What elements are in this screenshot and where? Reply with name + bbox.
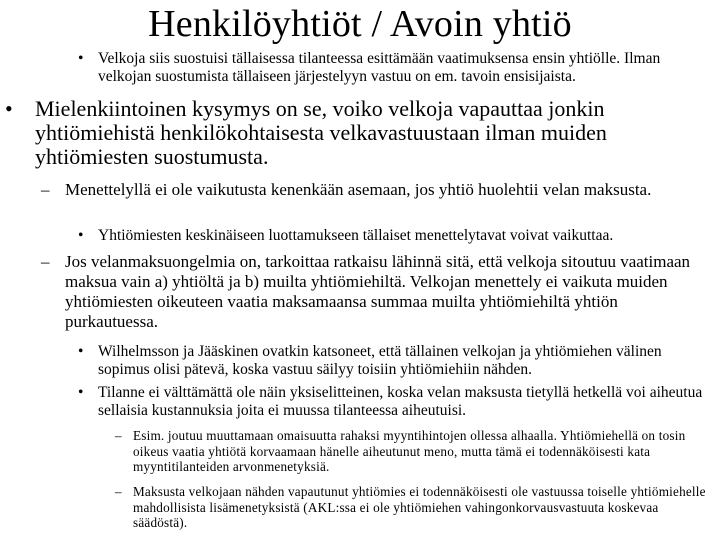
list-item (78, 384, 710, 420)
dash-marker: – (41, 252, 50, 271)
list-item-text: Menettelyllä ei ole vaikutusta kenenkään asemaan, jos yhtiö huolehtii velan maksusta. (65, 180, 652, 199)
list-item-text: Mielenkiintoinen kysymys on se, voiko velkoja vapauttaa jonkin yhtiömiehistä henkilökohtaisesta velkavastuustaan ilman muiden yhtiömiesten suostumusta. (35, 96, 607, 169)
list-item (115, 428, 713, 475)
slide-title: Henkilöyhtiöt / Avoin yhtiö (148, 3, 572, 45)
list-item-text: Velkoja siis suostuisi tällaisessa tilanteessa esittämään vaatimuksensa ensin yhtiölle. Ilman velkojan suostumista tällaiseen järjestelyyn vastuu on em. tavoin ensisijaista. (98, 50, 661, 85)
list-item (5, 96, 700, 169)
dash-marker: – (115, 484, 122, 499)
list-item (78, 50, 710, 86)
bullet-marker: • (5, 96, 13, 121)
bullet-marker: • (78, 343, 84, 360)
dash-marker: – (115, 428, 122, 443)
list-item-text: Maksusta velkojaan nähden vapautunut yhtiömies ei todennäköisesti ole vastuussa toiselle yhtiömiehelle mahdollisista lisämenetyksistä (AKL:ssa ei ole yhtiömiehen vahingonkorvausvastuuta koskevaa säädöstä). (133, 484, 706, 530)
list-item (78, 343, 708, 379)
list-item (41, 180, 705, 200)
bullet-marker: • (78, 384, 84, 401)
list-item-text: Jos velanmaksuongelmia on, tarkoittaa ratkaisu lähinnä sitä, että velkoja sitoutuu vaatimaan maksua vain a) yhtiöltä ja b) muilta yhtiömiehiltä. Velkojan menettely ei vaikuta muiden yhtiömiesten oikeuteen vaatia maksamaansa summaa muilta yhtiömiehiltä yhtiön purkautuessa. (65, 252, 691, 331)
list-item-text: Wilhelmsson ja Jääskinen ovatkin katsoneet, että tällainen velkojan ja yhtiömiehen välinen sopimus olisi pätevä, koska vastuu säilyy toisiin yhtiömiehiin nähden. (98, 343, 662, 378)
list-item-text: Yhtiömiesten keskinäiseen luottamukseen tällaiset menettelytavat voivat vaikuttaa. (98, 227, 614, 244)
list-item (115, 484, 713, 531)
list-item (78, 227, 710, 245)
list-item (41, 252, 713, 332)
list-item-text: Esim. joutuu muuttamaan omaisuutta rahaksi myyntihintojen ollessa alhaalla. Yhtiömiehellä on tosin oikeus vaatia yhtiötä korvaamaan hänelle aiheutunut meno, mutta tämä ei todennäköisesti kata myyntitilanteiden arvonmenetyksiä. (133, 428, 686, 474)
bullet-marker: • (78, 50, 84, 67)
list-item-text: Tilanne ei välttämättä ole näin yksiselitteinen, koska velan maksusta tietyllä hetkellä voi aiheutua sellaisia kustannuksia joita ei muussa tilanteessa aiheutuisi. (98, 384, 703, 419)
bullet-marker: • (78, 227, 84, 244)
dash-marker: – (41, 180, 50, 199)
